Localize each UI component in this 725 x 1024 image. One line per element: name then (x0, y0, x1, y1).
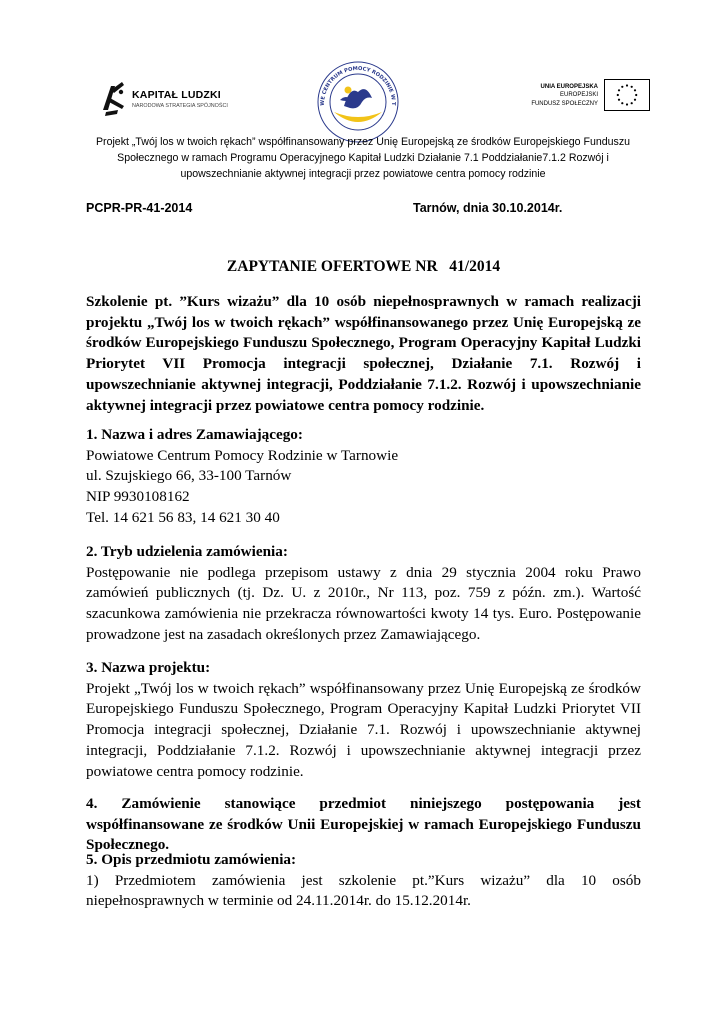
project-note: Projekt „Twój los w twoich rękach” współfinansowany przez Unię Europejską ze środków Europejskiego Funduszu Społecznego w ramach Programu Operacyjnego Kapitał Ludzki Działanie 7.1 Poddziałanie7.1.2 Rozwój i upowszechnianie aktywnej integracji przez powiatowe centra pomocy rodzinie (95, 136, 631, 181)
section-3 (86, 658, 641, 782)
kapital-ludzki-title: KAPITAŁ LUDZKI (132, 89, 221, 101)
document-title: ZAPYTANIE OFERTOWE NR 41/2014 (226, 258, 501, 275)
eu-label-union: UNIA EUROPEJSKA (540, 84, 598, 90)
section-5 (86, 850, 641, 912)
section-4: 4. Zamówienie stanowiące przedmiot niniejszego postępowania jest współfinansowane ze środków Unii Europejskiej w ramach Europejskiego Funduszu Społecznego. (86, 795, 641, 854)
document-date: Tarnów, dnia 30.10.2014r. (413, 201, 563, 215)
section-2-text: Postępowanie nie podlega przepisom ustawy z dnia 29 stycznia 2004 roku Prawo zamówień publicznych (tj. Dz. U. z 2010r., Nr 113, poz. 759 z późn. zm.). Wartość szacunkowa zamówienia nie przekracza równowartości kwoty 14 tys. Euro. Postępowanie prowadzone jest na zasadach określonych przez Zamawiającego. (86, 563, 641, 643)
section-1-line: Powiatowe Centrum Pomocy Rodzinie w Tarnowie (86, 446, 399, 464)
pcpr-emblem-icon (310, 56, 406, 144)
section-5-heading: 5. Opis przedmiotu zamówienia: (86, 851, 297, 868)
eu-label-fund-2: FUNDUSZ SPOŁECZNY (531, 100, 598, 107)
section-3-text: Projekt „Twój los w twoich rękach” współfinansowany przez Unię Europejską ze środków Europejskiego Funduszu Społecznego, Program Operacyjny Kapitał Ludzki Priorytet VII Promocja integracji społecznej, Działanie 7.1. Rozwój i upowszechnianie aktywnej integracji, Poddziałanie 7.1.2. Rozwój i upowszechnianie aktywnej integracji przez powiatowe centra pomocy rodzinie. (86, 679, 641, 780)
section-1-line: Tel. 14 621 56 83, 14 621 30 40 (86, 508, 280, 526)
section-5-text: 1) Przedmiotem zamówienia jest szkolenie pt.”Kurs wizażu” dla 10 osób niepełnosprawnych w terminie od 24.11.2014r. do 15.12.2014r. (86, 871, 641, 910)
eu-label-fund-1: EUROPEJSKI (559, 92, 598, 99)
eu-logo (528, 79, 652, 111)
section-1-line: ul. Szujskiego 66, 33-100 Tarnów (86, 467, 292, 485)
intro-paragraph: Szkolenie pt. ”Kurs wizażu” dla 10 osób niepełnosprawnych w ramach realizacji projektu „Twój los w twoich rękach” współfinansowanego przez Unię Europejską ze środków Europejskiego Funduszu Społecznego, Program Operacyjny Kapitał Ludzki Priorytet VII Promocja integracji społecznej, Działanie 7.1. Rozwój i upowszechnianie aktywnej integracji, Poddziałanie 7.1.2. Rozwój i upowszechnianie aktywnej integracji przez powiatowe centra pomocy rodzinie. (86, 293, 641, 414)
eu-flag-icon (604, 79, 650, 111)
section-1-line: NIP 9930108162 (86, 488, 190, 506)
section-1-heading: 1. Nazwa i adres Zamawiającego: (86, 426, 303, 443)
pcpr-ring-text: WE CENTRUM POMOCY RODZINIE W T (319, 65, 397, 106)
kapital-ludzki-subtitle: NARODOWA STRATEGIA SPÓJNOŚCI (132, 103, 228, 109)
section-2-heading: 2. Tryb udzielenia zamówienia: (86, 543, 288, 560)
kapital-ludzki-mark-icon (100, 80, 130, 120)
section-1 (86, 425, 641, 529)
section-3-heading: 3. Nazwa projektu: (86, 659, 211, 676)
kapital-ludzki-logo (100, 80, 240, 120)
section-2 (86, 542, 641, 646)
reference-number: PCPR-PR-41-2014 (86, 201, 193, 215)
pcpr-logo (310, 56, 406, 144)
